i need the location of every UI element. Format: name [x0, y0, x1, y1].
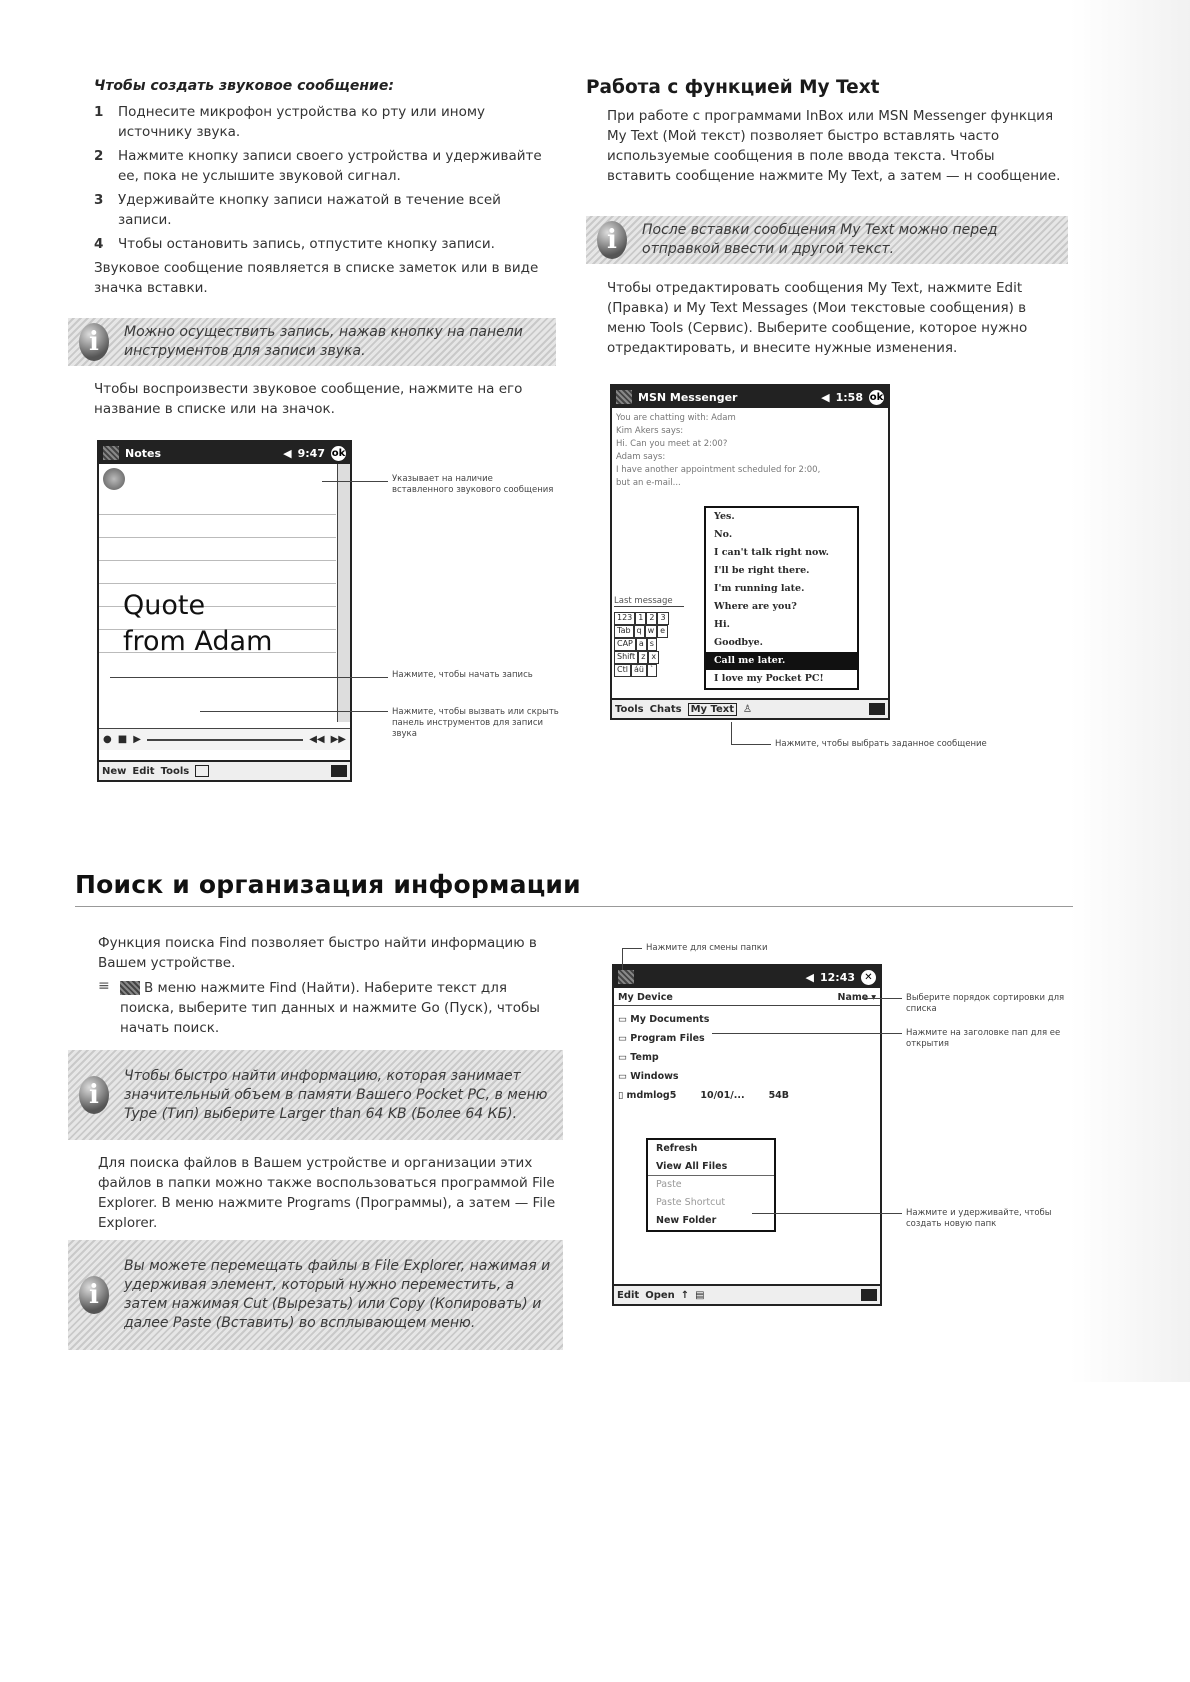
popup-item[interactable]: I love my Pocket PC! [714, 673, 824, 684]
ink-quote: Quote from Adam [123, 590, 273, 657]
keyboard-row [614, 612, 669, 625]
popup-item[interactable]: New Folder [656, 1215, 717, 1226]
keyboard-icon[interactable] [869, 703, 885, 715]
keyboard-icon[interactable] [861, 1289, 877, 1301]
stop-icon[interactable]: ■ [117, 734, 128, 745]
voice-steps-list [94, 102, 552, 298]
speaker-icon[interactable]: ◀ [821, 390, 830, 404]
step-item: 4 Чтобы остановить запись, отпустите кнопку записи. [94, 236, 495, 252]
mytext-popup-menu [704, 506, 859, 690]
search-para2: Для поиска файлов в Вашем устройстве и организации этих файлов в папки можно также воспользоваться программой File Explorer. В меню нажмите Programs (Программы), а затем — File Explorer. [98, 1155, 556, 1231]
clock[interactable]: 1:58 [835, 390, 863, 404]
search-para1: Функция поиска Find позволяет быстро найти информацию в Вашем устройстве. [98, 935, 537, 971]
mytext-heading: Работа с функцией My Text [586, 77, 880, 98]
note-record [68, 318, 556, 366]
callout-record: Нажмите, чтобы начать запись [392, 670, 533, 680]
callout-mytext: Нажмите, чтобы выбрать заданное сообщение [775, 739, 987, 749]
callout-line [731, 744, 771, 745]
volume-slider[interactable] [147, 739, 303, 741]
key[interactable]: q [634, 625, 645, 638]
clock[interactable]: 9:47 [297, 446, 325, 460]
key[interactable]: 2 [646, 612, 657, 625]
ok-button[interactable]: ok [869, 391, 884, 403]
file-list [618, 1010, 880, 1105]
close-icon[interactable]: ✕ [861, 970, 876, 985]
bullet-icon: ≡ [98, 978, 110, 994]
chat-line: Adam says: [616, 452, 666, 462]
key[interactable]: x [648, 651, 659, 664]
note-text: Можно осуществить запись, нажав кнопку на панели инструментов для записи звука. [124, 324, 523, 359]
file-icon: ▯ [618, 1090, 627, 1101]
popup-item[interactable]: Refresh [656, 1143, 698, 1154]
recording-toolbar-toggle-icon[interactable] [195, 765, 209, 777]
info-icon: i [79, 323, 109, 361]
menu-tools[interactable]: Tools [160, 765, 190, 777]
step-item: 3 Удерживайте кнопку записи нажатой в течение всей записи. [94, 192, 501, 228]
callout-line [110, 677, 388, 678]
note-file-explorer [68, 1240, 563, 1350]
note-text: Вы можете перемещать файлы в File Explorer, нажимая и удерживая элемент, который нужно переместить, а затем нажимая Cut (Вырезать) или Copy (Копировать) и далее Paste (Вставить) во всплывающем меню. [124, 1258, 551, 1331]
popup-item[interactable]: Goodbye. [714, 637, 763, 648]
key[interactable]: w [645, 625, 658, 638]
message-input[interactable]: Last message [614, 596, 684, 607]
list-item[interactable]: ▭ Windows [618, 1071, 679, 1082]
key[interactable]: Tab [614, 625, 634, 638]
start-menu-icon[interactable] [618, 970, 634, 984]
soft-keyboard [614, 612, 669, 677]
key[interactable]: Shift [614, 651, 638, 664]
folder-icon: ▭ [618, 1014, 631, 1025]
clock[interactable]: 12:43 [819, 970, 855, 984]
menu-open[interactable]: Open [645, 1289, 675, 1301]
folder-icon: ▭ [618, 1033, 631, 1044]
record-icon[interactable]: ● [103, 734, 112, 745]
callout-folder: Нажмите для смены папки [646, 943, 768, 953]
contact-icon[interactable]: ♙ [743, 703, 753, 715]
app-title: MSN Messenger [638, 390, 738, 404]
rewind-icon[interactable]: ◀◀ [309, 734, 325, 745]
forward-icon[interactable]: ▶▶ [330, 734, 346, 745]
speaker-icon[interactable]: ◀ [283, 446, 292, 460]
key[interactable]: a [636, 638, 647, 651]
ok-button[interactable]: ok [331, 447, 346, 459]
list-item[interactable]: ▯ mdmlog5 10/01/... 54B [618, 1086, 880, 1105]
callout-line [752, 1213, 902, 1214]
popup-item[interactable]: View All Files [648, 1158, 774, 1176]
callout-open: Нажмите на заголовке пап для ее открытия [906, 1028, 1061, 1049]
callout-insert: Указывает на наличие вставленного звукового сообщения [392, 474, 554, 495]
popup-item[interactable]: Yes. [714, 511, 735, 522]
play-text: Чтобы воспроизвести звуковое сообщение, нажмите на его название в списке или на значок. [94, 381, 523, 417]
search-bullet [98, 978, 563, 1038]
keyboard-row [614, 664, 669, 677]
note-mytext [586, 216, 1068, 264]
info-icon: i [79, 1276, 109, 1314]
scrollbar[interactable] [337, 464, 350, 722]
voice-message-heading: Чтобы создать звуковое сообщение: [94, 78, 394, 94]
notes-screenshot [97, 440, 352, 782]
popup-item[interactable]: I can't talk right now. [714, 547, 829, 558]
key[interactable]: z [638, 651, 648, 664]
callout-line [622, 948, 642, 949]
popup-item-selected[interactable]: Call me later. [706, 652, 857, 670]
context-menu [646, 1138, 776, 1232]
key[interactable]: e [657, 625, 668, 638]
page-edge-shadow [1070, 0, 1190, 1382]
folder-icon: ▭ [618, 1052, 631, 1063]
popup-item[interactable]: I'll be right there. [714, 565, 810, 576]
step-item: 2 Нажмите кнопку записи своего устройства и удерживайте ее, пока не услышите звуковой сигнал. [94, 148, 542, 184]
key[interactable]: s [647, 638, 657, 651]
key[interactable]: ` [647, 664, 657, 677]
keyboard-row [614, 638, 669, 651]
key[interactable]: 3 [657, 612, 668, 625]
callout-line [622, 948, 623, 970]
popup-item[interactable]: Where are you? [714, 601, 797, 612]
menu-edit[interactable]: Edit [617, 1289, 640, 1301]
menu-tools[interactable]: Tools [615, 703, 644, 715]
keyboard-row [614, 625, 669, 638]
speaker-icon[interactable]: ◀ [805, 970, 814, 984]
folder-header [614, 990, 880, 1006]
bullet-text: В меню нажмите Find (Найти). Наберите текст для поиска, выберите тип данных и нажмите Go (Пуск), чтобы начать поиск. [120, 980, 540, 1036]
list-item[interactable]: ▭ Temp [618, 1052, 659, 1063]
key[interactable]: Ctl [614, 664, 631, 677]
search-section-heading: Поиск и организация информации [75, 870, 581, 899]
callout-toolbar: Нажмите, чтобы вызвать или скрыть панель инструментов для записи звука [392, 707, 559, 739]
msn-screenshot [610, 384, 890, 720]
start-menu-icon[interactable] [103, 446, 119, 460]
callout-line [862, 998, 902, 999]
section-rule [75, 906, 1073, 907]
chat-line: but an e-mail... [616, 478, 681, 488]
mytext-para1: При работе с программами InBox или MSN Messenger функция My Text (Мой текст) позволяет быстро вставлять часто используемые сообщения в поле ввода текста. Чтобы вставить сообщение нажмите My Text, а затем — н сообщение. [607, 108, 1061, 184]
chevron-down-icon: ▾ [871, 992, 876, 1003]
callout-line [712, 1033, 902, 1034]
chat-line: Kim Akers says: [616, 426, 684, 436]
list-item[interactable]: ▭ My Documents [618, 1014, 710, 1025]
file-date: 10/01/... [700, 1090, 745, 1101]
info-icon: i [597, 221, 627, 259]
recording-toolbar [99, 728, 350, 750]
note-text: После вставки сообщения My Text можно перед отправкой ввести и другой текст. [642, 222, 998, 257]
start-menu-icon [120, 981, 140, 995]
folder-icon: ▭ [618, 1071, 631, 1082]
popup-item-disabled: Paste Shortcut [656, 1197, 726, 1208]
callout-line [322, 481, 388, 482]
popup-item[interactable]: No. [714, 529, 733, 540]
folder-dropdown[interactable]: My Device [618, 992, 673, 1003]
key[interactable]: 1 [635, 612, 646, 625]
audio-insert-icon[interactable] [103, 468, 125, 490]
view-icon[interactable]: ▤ [695, 1289, 705, 1301]
start-menu-icon[interactable] [616, 390, 632, 404]
menu-edit[interactable]: Edit [132, 765, 155, 777]
info-icon: i [79, 1076, 109, 1114]
chat-history [616, 412, 886, 490]
after-steps-text: Звуковое сообщение появляется в списке заметок или в виде значка вставки. [94, 260, 539, 296]
chat-line: You are chatting with: Adam [616, 413, 736, 423]
file-explorer-screenshot [612, 964, 882, 1306]
key[interactable]: CAP [614, 638, 636, 651]
popup-item[interactable]: Hi. [714, 619, 730, 630]
callout-line [731, 722, 732, 744]
chat-line: I have another appointment scheduled for 2:00, [616, 465, 821, 475]
sort-dropdown[interactable]: Name [837, 992, 869, 1003]
callout-line [200, 711, 388, 712]
menu-my-text[interactable]: My Text [688, 703, 737, 716]
menu-chats[interactable]: Chats [649, 703, 682, 715]
list-item[interactable]: ▭ Program Files [618, 1033, 705, 1044]
play-icon[interactable]: ▶ [133, 734, 141, 745]
keyboard-icon[interactable] [331, 765, 347, 777]
step-item: 1 Поднесите микрофон устройства ко рту или иному источнику звука. [94, 104, 485, 140]
callout-sort: Выберите порядок сортировки для списка [906, 993, 1065, 1014]
callout-newfolder: Нажмите и удерживайте, чтобы создать новую папк [906, 1208, 1052, 1229]
file-size: 54B [768, 1090, 790, 1101]
popup-item[interactable]: I'm running late. [714, 583, 805, 594]
app-title: Notes [125, 446, 162, 460]
popup-item-disabled: Paste [656, 1179, 682, 1190]
key[interactable]: 123 [614, 612, 635, 625]
mytext-para2: Чтобы отредактировать сообщения My Text, нажмите Edit (Правка) и My Text Messages (Мои текстовые сообщения) в меню Tools (Сервис). Выберите сообщение, которое нужно отредактировать, и внесите нужные изменения. [607, 280, 1028, 356]
keyboard-row [614, 651, 669, 664]
note-large-files [68, 1050, 563, 1140]
chat-line: Hi. Can you meet at 2:00? [616, 439, 728, 449]
up-folder-icon[interactable]: ↑ [680, 1289, 690, 1301]
menu-new[interactable]: New [102, 765, 127, 777]
key[interactable]: áü [631, 664, 647, 677]
note-text: Чтобы быстро найти информацию, которая занимает значительный объем в памяти Вашего Pocket PC, в меню Type (Тип) выберите Larger than 64 KB (Более 64 КБ). [124, 1067, 548, 1122]
